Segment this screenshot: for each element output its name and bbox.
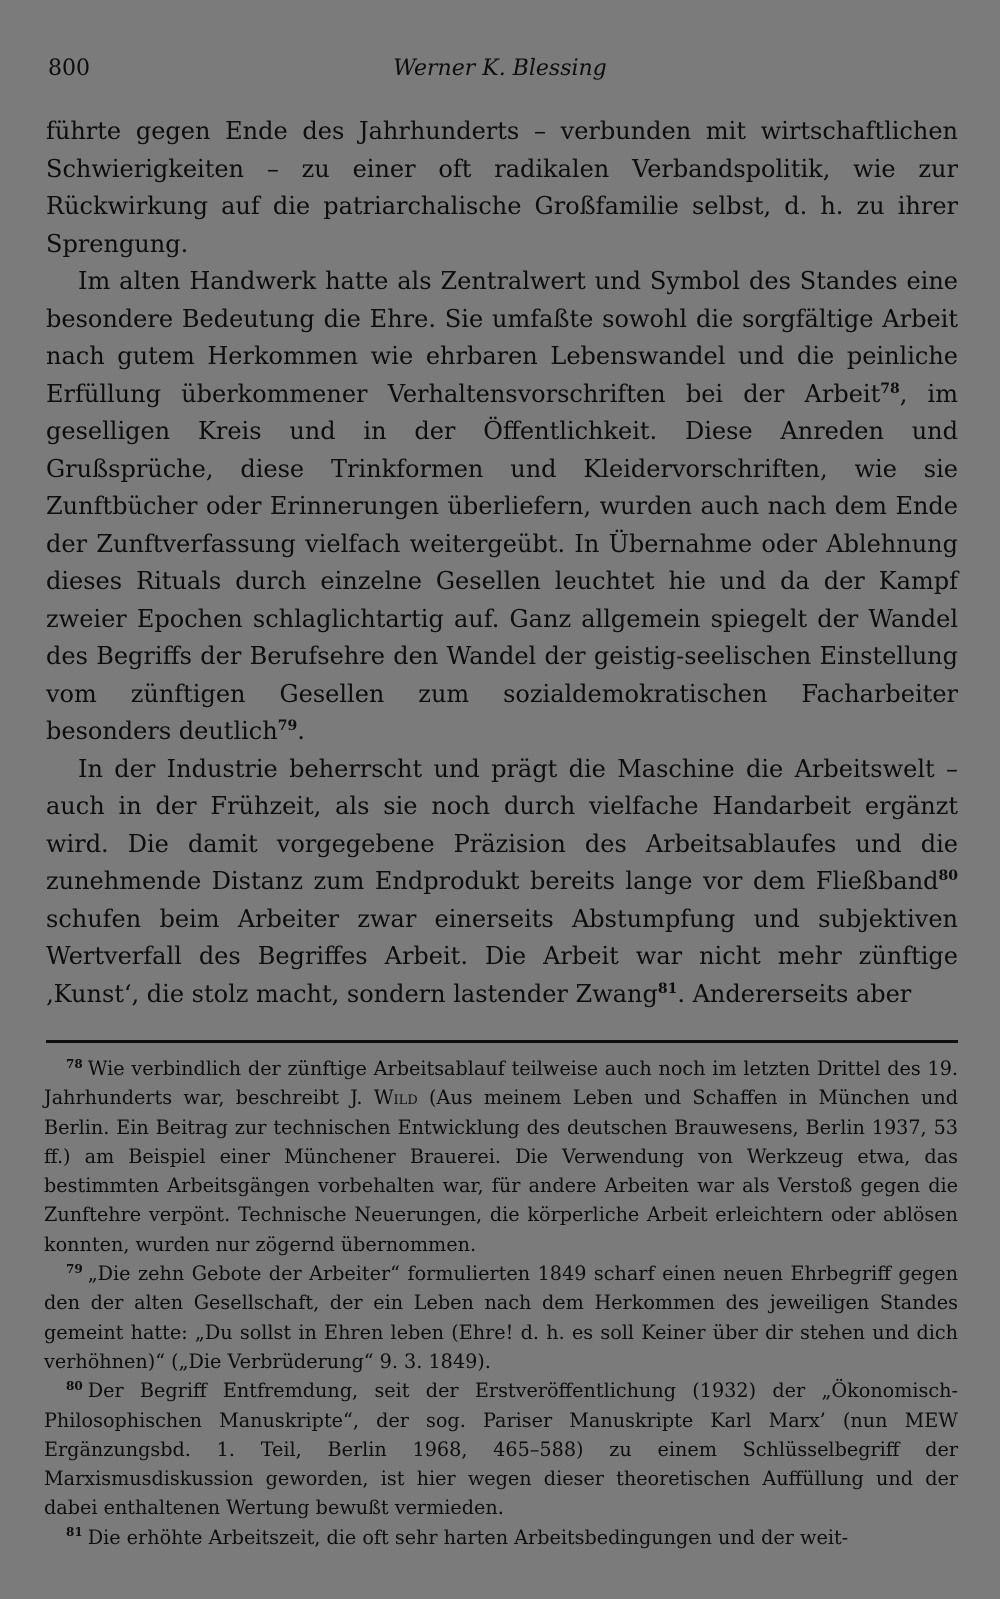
paragraph-2 xyxy=(46,263,958,751)
footnote-number-80: 80 xyxy=(66,1378,83,1393)
footnote-78-author: Wild xyxy=(373,1086,418,1110)
footnote-ref-78[interactable]: 78 xyxy=(880,380,900,397)
footnote-ref-80[interactable]: 80 xyxy=(938,868,958,884)
footnote-79 xyxy=(44,1259,958,1376)
paragraph-2-text-a: Im alten Handwerk hatte als Zentralwert und Symbol des Standes eine besondere Bedeutung die Ehre. Sie umfaßte sowohl die sorgfältige Arbeit nach gutem Herkommen wie ehrbaren Lebenswandel und die peinliche Erfüllung überkommener Verhaltensvorschriften bei der Arbeit xyxy=(46,267,958,408)
footnote-78-text-a: Wie verbindlich der zünftige Arbeitsablauf teilweise auch noch im letzten Drittel des 19. Jahrhunderts war, beschreibt J. xyxy=(44,1057,958,1110)
footnote-ref-79[interactable]: 79 xyxy=(277,718,298,734)
footnote-78-text-b: (Aus meinem Leben und Schaffen in München und Berlin. Ein Beitrag zur technischen Entwicklung des deutschen Brauwesens, Berlin 1937, 53 ff.) am Beispiel einer Münchener Brauerei. Die Verwendung von Werkzeug etwa, das bestimmten Arbeitsgängen vorbehalten war, für andere Arbeiten war als Verstoß gegen die Zunftehre verpönt. Technische Neuerungen, die körperliche Arbeit erleichtern oder ablösen konnten, wurden nur zögernd übernommen. xyxy=(44,1086,958,1256)
paragraph-1-text: führte gegen Ende des Jahrhunderts – verbunden mit wirtschaftlichen Schwierigkeiten – zu einer oft radikalen Verbandspolitik, wie zur Rückwirkung auf die patriarchalische Großfamilie selbst, d. h. zu ihrer Sprengung. xyxy=(46,117,958,258)
paragraph-1 xyxy=(46,113,958,263)
body-text xyxy=(46,113,958,1013)
paragraph-3-text-c: . Andererseits aber xyxy=(677,979,912,1008)
paragraph-2-text-c: . xyxy=(297,717,305,745)
footnotes xyxy=(44,1054,958,1552)
footnote-ref-81[interactable]: 81 xyxy=(657,980,678,997)
paragraph-3-text-b: schufen beim Arbeiter zwar einerseits Abstumpfung und subjektiven Wertverfall des Begriffes Arbeit. Die Arbeit war nicht mehr zünftige ‚Kunst‘, die stolz macht, sondern lastender Zwang xyxy=(46,904,958,1008)
page-number: 800 xyxy=(48,56,90,81)
footnote-80-text: Der Begriff Entfremdung, seit der Erstveröffentlichung (1932) der „Ökonomisch-Philosophischen Manuskripte“, der sog. Pariser Manuskripte Karl Marx’ (nun MEW Ergänzungsbd. 1. Teil, Berlin 1968, 465–588) zu einem Schlüsselbegriff der Marxismusdiskussion geworden, ist hier wegen dieser theoretischen Auffüllung und der dabei enthaltenen Wertung bewußt vermieden. xyxy=(44,1379,958,1520)
footnote-divider xyxy=(46,1040,958,1043)
paragraph-3 xyxy=(46,751,958,1014)
footnote-number-78: 78 xyxy=(66,1056,83,1071)
paragraph-3-text-a: In der Industrie beherrscht und prägt die Maschine die Arbeitswelt – auch in der Frühzeit, als sie noch durch vielfache Handarbeit ergänzt wird. Die damit vorgegebene Präzision des Arbeitsablaufes und die zunehmende Distanz zum Endprodukt bereits lange vor dem Fließband xyxy=(46,754,958,895)
footnote-79-text: „Die zehn Gebote der Arbeiter“ formulierten 1849 scharf einen neuen Ehrbegriff gegen den der alten Gesellschaft, der ein Leben nach dem Herkommen des jeweiligen Standes gemeint hatte: „Du sollst in Ehren leben (Ehre! d. h. es soll Keiner über dir stehen und dich verhöhnen)“ („Die Verbrüderung“ 9. 3. 1849). xyxy=(44,1262,958,1373)
page-header xyxy=(48,56,952,90)
footnote-78 xyxy=(44,1054,958,1259)
paragraph-2-text-b: , im geselligen Kreis und in der Öffentlichkeit. Diese Anreden und Grußsprüche, diese Trinkformen und Kleidervorschriften, wie sie Zunftbücher oder Erinnerungen überliefern, wurden auch nach dem Ende der Zunftverfassung vielfach weitergeübt. In Übernahme oder Ablehnung dieses Rituals durch einzelne Gesellen leuchtet hie und da der Kampf zweier Epochen schlaglichtartig auf. Ganz allgemein spiegelt der Wandel des Begriffs der Berufsehre den Wandel der geistig-seelischen Einstellung vom zünftigen Gesellen zum sozialdemokratischen Facharbeiter besonders deutlich xyxy=(46,379,958,745)
footnote-81 xyxy=(44,1523,958,1552)
footnote-number-79: 79 xyxy=(66,1261,83,1276)
footnote-80 xyxy=(44,1376,958,1522)
running-head: Werner K. Blessing xyxy=(393,56,607,81)
footnote-81-text: Die erhöhte Arbeitszeit, die oft sehr harten Arbeitsbedingungen und der weit- xyxy=(87,1525,849,1549)
footnote-number-81: 81 xyxy=(66,1525,83,1540)
